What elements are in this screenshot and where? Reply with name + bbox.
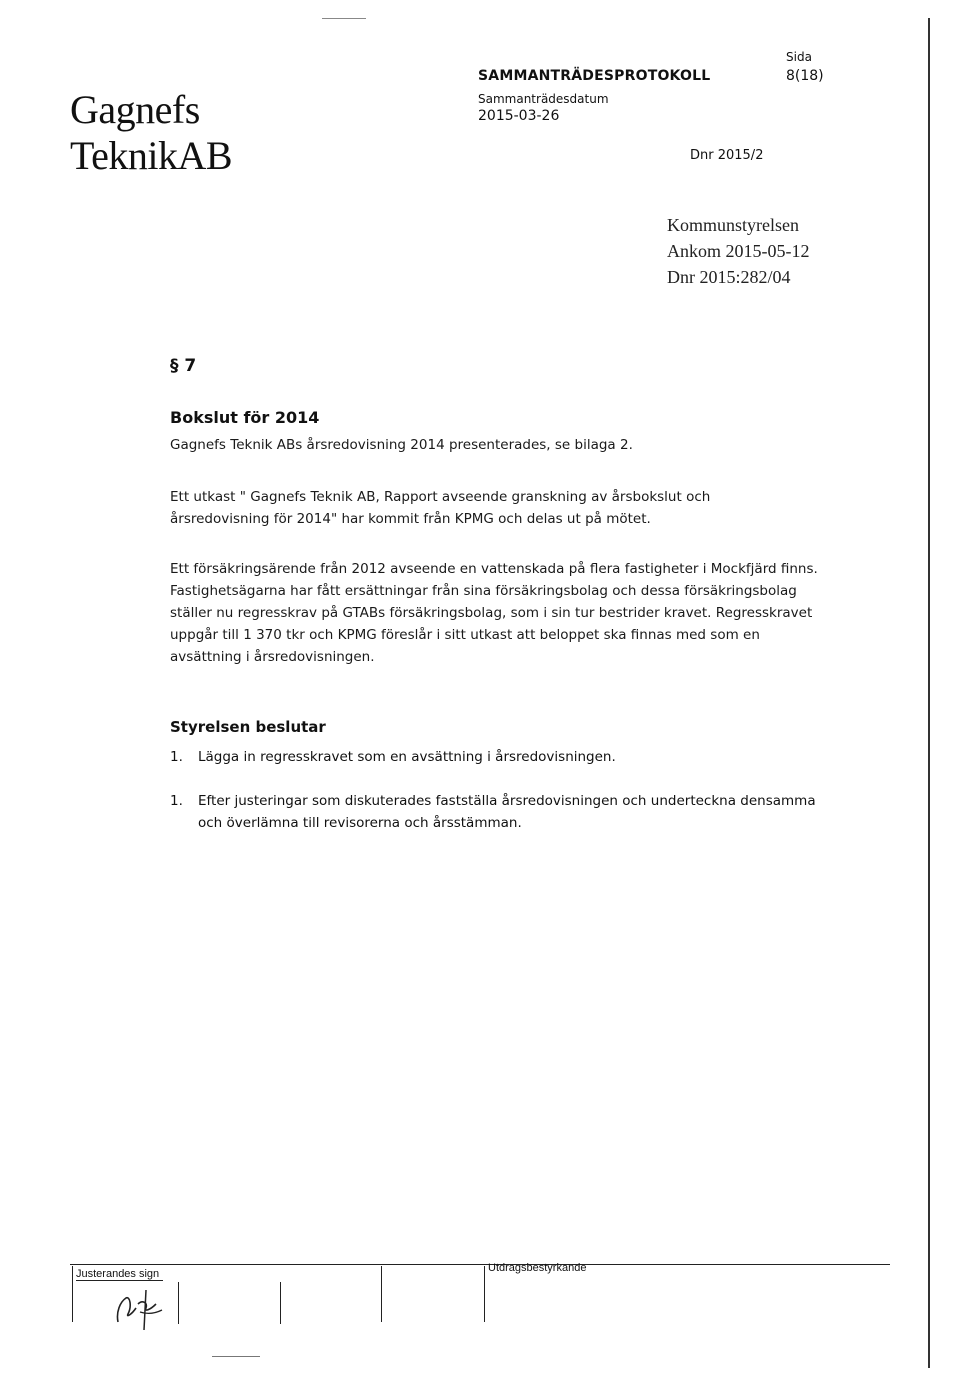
company-logo-line2: TeknikAB (70, 133, 233, 178)
decision-item-2 (170, 790, 830, 834)
decision-item-2-number: 1. (170, 793, 183, 809)
decision-item-1-text: Lägga in regresskravet som en avsättning i årsredovisningen. (198, 749, 616, 765)
handwritten-initials (110, 1284, 180, 1334)
top-dash (322, 18, 366, 19)
section-number: § 7 (170, 356, 197, 376)
stamp-line-2: Ankom 2015-05-12 (667, 241, 810, 261)
decision-item-2-text: Efter justeringar som diskuterades fastställa årsredovisningen och underteckna densamma och överlämna till revisorerna och årsstämman. (198, 793, 816, 831)
right-edge-line (928, 18, 930, 1368)
utdragsbestyrkande-label: Utdragsbestyrkande (488, 1262, 587, 1274)
paragraph-1: Gagnefs Teknik ABs årsredovisning 2014 presenterades, se bilaga 2. (170, 437, 633, 453)
paragraph-3: Ett försäkringsärende från 2012 avseende en vattenskada på flera fastigheter i Mockfjärd finns. Fastighetsägarna har fått ersättningar från sina försäkringsbolag och dessa försäkringsbolag ställer nu regresskrav på GTABs försäkringsbolag, som i sin tur bestrider kravet. Regresskravet uppgår till 1 370 tkr och KPMG föreslår i sitt utkast att beloppet ska finnas med som en avsättning i årsredovisningen. (170, 561, 818, 665)
bottom-dash-1 (212, 1356, 260, 1357)
footer-col-2 (280, 1282, 281, 1324)
section-title: Bokslut för 2014 (170, 408, 320, 427)
decision-heading: Styrelsen beslutar (170, 718, 326, 736)
footer-col-3 (381, 1266, 382, 1322)
dnr-number: Dnr 2015/2 (690, 148, 764, 163)
paragraph-2: Ett utkast " Gagnefs Teknik AB, Rapport avseende granskning av årsbokslut och årsredovisning för 2014" har kommit från KPMG och delas ut på mötet. (170, 489, 711, 527)
date-value: 2015-03-26 (478, 108, 560, 124)
page-label: Sida (786, 50, 812, 64)
company-logo-line1: Gagnefs (70, 87, 200, 132)
decision-item-1-number: 1. (170, 749, 183, 765)
page-value: 8(18) (786, 68, 824, 84)
footer-col-left (72, 1266, 73, 1322)
stamp-line-1: Kommunstyrelsen (667, 215, 799, 235)
received-stamp (667, 212, 810, 290)
decision-item-1 (170, 746, 830, 768)
justerandes-sign-label: Justerandes sign (76, 1268, 163, 1281)
protocol-title: SAMMANTRÄDESPROTOKOLL (478, 68, 711, 84)
footer-top-line (70, 1264, 890, 1265)
date-label: Sammanträdesdatum (478, 92, 609, 106)
stamp-line-3: Dnr 2015:282/04 (667, 267, 791, 287)
footer-col-4 (484, 1266, 485, 1322)
